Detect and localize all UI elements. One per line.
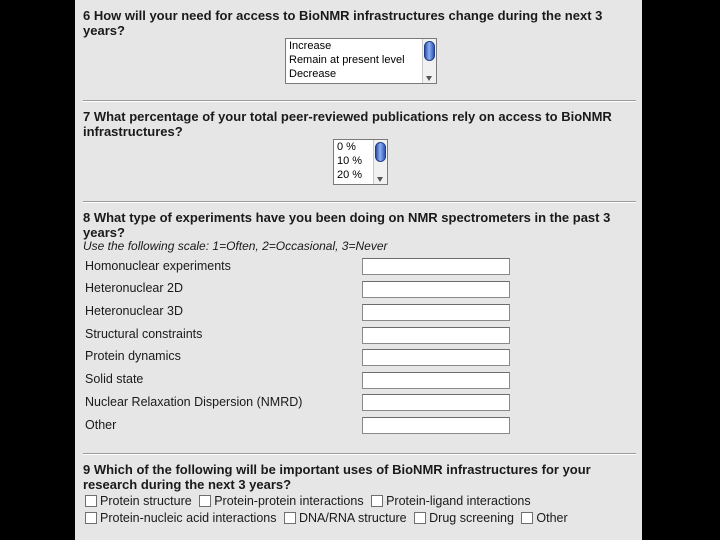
- use-checkbox-item[interactable]: [85, 494, 192, 508]
- q7-option[interactable]: 10 %: [337, 155, 363, 167]
- use-checkbox-item[interactable]: [414, 511, 514, 525]
- scroll-down-arrow-icon[interactable]: [426, 76, 432, 81]
- divider: [83, 453, 636, 455]
- experiment-label: Heteronuclear 3D: [85, 304, 183, 318]
- q9-options-row-2: [85, 511, 572, 527]
- checkbox-label: Protein structure: [100, 494, 192, 508]
- q6-option[interactable]: Increase: [289, 40, 332, 52]
- checkbox-label: Other: [536, 511, 568, 525]
- experiment-rating-input[interactable]: [362, 349, 510, 366]
- use-checkbox-item[interactable]: [284, 511, 407, 525]
- checkbox[interactable]: [85, 495, 97, 507]
- checkbox-label: Drug screening: [429, 511, 514, 525]
- divider: [83, 100, 636, 102]
- experiment-rating-input[interactable]: [362, 304, 510, 321]
- experiment-label: Other: [85, 418, 117, 432]
- use-checkbox-item[interactable]: [85, 511, 276, 525]
- use-checkbox-item[interactable]: [371, 494, 531, 508]
- experiment-label: Protein dynamics: [85, 349, 181, 363]
- experiment-rating-input[interactable]: [362, 258, 510, 275]
- q7-option[interactable]: 0 %: [337, 141, 356, 153]
- q8-scale-instructions: Use the following scale: 1=Often, 2=Occasional, 3=Never: [83, 239, 388, 253]
- survey-form: [75, 0, 642, 540]
- q6-option[interactable]: Decrease: [289, 68, 337, 80]
- experiment-label: Homonuclear experiments: [85, 259, 231, 273]
- question-8-title: 8 What type of experiments have you been doing on NMR spectrometers in the past 3 years?: [83, 210, 611, 240]
- question-6-title: 6 How will your need for access to BioNMR infrastructures change during the next 3 years?: [83, 8, 603, 38]
- checkbox[interactable]: [521, 512, 533, 524]
- checkbox-label: Protein-nucleic acid interactions: [100, 511, 277, 525]
- experiment-rating-input[interactable]: [362, 372, 510, 389]
- use-checkbox-item[interactable]: [199, 494, 363, 508]
- checkbox-label: Protein-ligand interactions: [386, 494, 531, 508]
- q9-options-row-1: [85, 494, 535, 510]
- experiment-label: Nuclear Relaxation Dispersion (NMRD): [85, 395, 303, 409]
- checkbox[interactable]: [199, 495, 211, 507]
- scroll-down-arrow-icon[interactable]: [377, 177, 383, 182]
- scroll-thumb-icon[interactable]: [375, 142, 386, 162]
- checkbox-label: DNA/RNA structure: [298, 511, 407, 525]
- q6-listbox[interactable]: [285, 38, 437, 84]
- experiment-rating-input[interactable]: [362, 417, 510, 434]
- q6-scrollbar[interactable]: [422, 39, 436, 83]
- checkbox[interactable]: [85, 512, 97, 524]
- divider: [83, 201, 636, 203]
- scroll-thumb-icon[interactable]: [424, 41, 435, 61]
- experiment-rating-input[interactable]: [362, 327, 510, 344]
- question-9-title: 9 Which of the following will be important uses of BioNMR infrastructures for your research during the next 3 years?: [83, 462, 591, 492]
- experiment-label: Solid state: [85, 372, 144, 386]
- q7-scrollbar[interactable]: [373, 140, 387, 184]
- experiment-label: Structural constraints: [85, 327, 203, 341]
- experiment-rating-input[interactable]: [362, 394, 510, 411]
- checkbox[interactable]: [414, 512, 426, 524]
- experiment-rating-input[interactable]: [362, 281, 510, 298]
- q6-option[interactable]: Remain at present level: [289, 54, 405, 66]
- experiment-label: Heteronuclear 2D: [85, 281, 183, 295]
- checkbox[interactable]: [284, 512, 296, 524]
- checkbox-label: Protein-protein interactions: [214, 494, 364, 508]
- checkbox[interactable]: [371, 495, 383, 507]
- q7-option[interactable]: 20 %: [337, 169, 363, 181]
- use-checkbox-item[interactable]: [521, 511, 567, 525]
- question-7-title: 7 What percentage of your total peer-reviewed publications rely on access to BioNMR infrastructures?: [83, 109, 612, 139]
- q7-listbox[interactable]: [333, 139, 388, 185]
